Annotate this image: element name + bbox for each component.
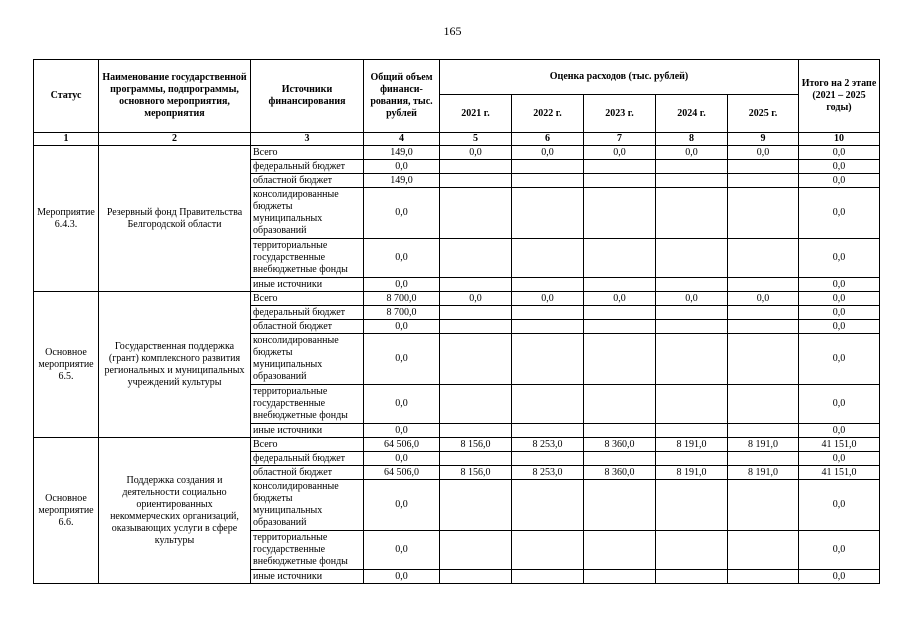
year-value-cell bbox=[440, 385, 512, 424]
year-value-cell bbox=[728, 452, 799, 466]
year-value-cell bbox=[512, 452, 584, 466]
year-value-cell bbox=[512, 278, 584, 292]
year-value-cell: 8 253,0 bbox=[512, 466, 584, 480]
year-value-cell bbox=[440, 188, 512, 239]
year-value-cell bbox=[584, 278, 656, 292]
year-value-cell: 8 360,0 bbox=[584, 438, 656, 452]
year-value-cell: 0,0 bbox=[512, 146, 584, 160]
year-value-cell bbox=[584, 334, 656, 385]
source-cell: территориальные государственные внебюджетные фонды bbox=[251, 531, 364, 570]
year-value-cell: 8 253,0 bbox=[512, 438, 584, 452]
source-cell: иные источники bbox=[251, 570, 364, 584]
year-value-cell bbox=[584, 160, 656, 174]
final-total-cell: 0,0 bbox=[799, 146, 880, 160]
year-value-cell bbox=[728, 424, 799, 438]
header-year: 2021 г. bbox=[440, 95, 512, 133]
measure-name-cell: Государственная поддержка (грант) комплексного развития региональных и муниципальных учреждений культуры bbox=[99, 292, 251, 438]
column-number: 8 bbox=[656, 133, 728, 146]
column-number: 3 bbox=[251, 133, 364, 146]
budget-body bbox=[34, 146, 880, 584]
year-value-cell bbox=[656, 424, 728, 438]
year-value-cell bbox=[584, 306, 656, 320]
year-value-cell bbox=[512, 306, 584, 320]
year-value-cell bbox=[584, 570, 656, 584]
year-value-cell bbox=[656, 334, 728, 385]
year-value-cell bbox=[584, 188, 656, 239]
final-total-cell: 0,0 bbox=[799, 570, 880, 584]
year-value-cell bbox=[440, 570, 512, 584]
year-value-cell bbox=[440, 452, 512, 466]
measure-name-cell: Поддержка создания и деятельности социально ориентированных некоммерческих организаций, оказывающих услуги в сфере культуры bbox=[99, 438, 251, 584]
header-status: Статус bbox=[34, 60, 99, 133]
year-value-cell bbox=[728, 334, 799, 385]
year-value-cell bbox=[656, 531, 728, 570]
year-value-cell: 8 156,0 bbox=[440, 466, 512, 480]
source-cell: территориальные государственные внебюджетные фонды bbox=[251, 239, 364, 278]
year-value-cell bbox=[584, 385, 656, 424]
total-cell: 0,0 bbox=[364, 278, 440, 292]
final-total-cell: 41 151,0 bbox=[799, 466, 880, 480]
source-cell: Всего bbox=[251, 292, 364, 306]
final-total-cell: 0,0 bbox=[799, 160, 880, 174]
source-cell: консолидированные бюджеты муниципальных образований bbox=[251, 480, 364, 531]
year-value-cell: 0,0 bbox=[584, 146, 656, 160]
year-value-cell bbox=[656, 320, 728, 334]
year-value-cell bbox=[512, 334, 584, 385]
header-year: 2023 г. bbox=[584, 95, 656, 133]
final-total-cell: 0,0 bbox=[799, 174, 880, 188]
year-value-cell: 8 156,0 bbox=[440, 438, 512, 452]
year-value-cell bbox=[440, 480, 512, 531]
year-value-cell: 0,0 bbox=[440, 292, 512, 306]
header-name: Наименование государственной программы, подпрограммы, основного мероприятия, мероприятия bbox=[99, 60, 251, 133]
final-total-cell: 0,0 bbox=[799, 452, 880, 466]
total-cell: 0,0 bbox=[364, 424, 440, 438]
source-cell: консолидированные бюджеты муниципальных образований bbox=[251, 334, 364, 385]
table-row bbox=[34, 146, 880, 160]
year-value-cell bbox=[512, 188, 584, 239]
table-row bbox=[34, 438, 880, 452]
header-estimate: Оценка расходов (тыс. рублей) bbox=[440, 60, 799, 95]
year-value-cell bbox=[440, 278, 512, 292]
total-cell: 8 700,0 bbox=[364, 306, 440, 320]
column-number: 6 bbox=[512, 133, 584, 146]
year-value-cell bbox=[512, 174, 584, 188]
final-total-cell: 0,0 bbox=[799, 424, 880, 438]
source-cell: территориальные государственные внебюджетные фонды bbox=[251, 385, 364, 424]
total-cell: 0,0 bbox=[364, 320, 440, 334]
year-value-cell bbox=[728, 570, 799, 584]
total-cell: 0,0 bbox=[364, 334, 440, 385]
total-cell: 64 506,0 bbox=[364, 438, 440, 452]
total-cell: 0,0 bbox=[364, 480, 440, 531]
year-value-cell bbox=[656, 160, 728, 174]
year-value-cell bbox=[728, 480, 799, 531]
year-value-cell bbox=[512, 531, 584, 570]
year-value-cell bbox=[584, 320, 656, 334]
column-number: 2 bbox=[99, 133, 251, 146]
header-year: 2025 г. bbox=[728, 95, 799, 133]
year-value-cell bbox=[728, 306, 799, 320]
year-value-cell bbox=[728, 239, 799, 278]
year-value-cell: 0,0 bbox=[728, 292, 799, 306]
year-value-cell bbox=[728, 385, 799, 424]
total-cell: 0,0 bbox=[364, 385, 440, 424]
year-value-cell bbox=[440, 424, 512, 438]
total-cell: 8 700,0 bbox=[364, 292, 440, 306]
year-value-cell bbox=[512, 160, 584, 174]
year-value-cell bbox=[512, 320, 584, 334]
year-value-cell: 0,0 bbox=[728, 146, 799, 160]
total-cell: 64 506,0 bbox=[364, 466, 440, 480]
final-total-cell: 0,0 bbox=[799, 334, 880, 385]
year-value-cell: 0,0 bbox=[584, 292, 656, 306]
source-cell: иные источники bbox=[251, 424, 364, 438]
source-cell: иные источники bbox=[251, 278, 364, 292]
year-value-cell bbox=[656, 188, 728, 239]
header-year: 2022 г. bbox=[512, 95, 584, 133]
year-value-cell bbox=[512, 424, 584, 438]
measure-name-cell: Резервный фонд Правительства Белгородской области bbox=[99, 146, 251, 292]
source-cell: федеральный бюджет bbox=[251, 160, 364, 174]
year-value-cell bbox=[584, 452, 656, 466]
year-value-cell bbox=[584, 531, 656, 570]
year-value-cell bbox=[728, 531, 799, 570]
year-value-cell bbox=[656, 480, 728, 531]
year-value-cell bbox=[440, 531, 512, 570]
year-value-cell bbox=[584, 239, 656, 278]
total-cell: 0,0 bbox=[364, 188, 440, 239]
year-value-cell bbox=[728, 278, 799, 292]
year-value-cell bbox=[440, 239, 512, 278]
header-sources: Источники финансирования bbox=[251, 60, 364, 133]
final-total-cell: 0,0 bbox=[799, 292, 880, 306]
column-number: 1 bbox=[34, 133, 99, 146]
final-total-cell: 0,0 bbox=[799, 188, 880, 239]
column-number: 10 bbox=[799, 133, 880, 146]
final-total-cell: 0,0 bbox=[799, 320, 880, 334]
column-number: 4 bbox=[364, 133, 440, 146]
source-cell: областной бюджет bbox=[251, 320, 364, 334]
year-value-cell: 0,0 bbox=[656, 146, 728, 160]
year-value-cell bbox=[728, 160, 799, 174]
year-value-cell: 8 191,0 bbox=[728, 438, 799, 452]
source-cell: Всего bbox=[251, 146, 364, 160]
year-value-cell bbox=[584, 424, 656, 438]
total-cell: 149,0 bbox=[364, 146, 440, 160]
year-value-cell bbox=[512, 480, 584, 531]
total-cell: 149,0 bbox=[364, 174, 440, 188]
year-value-cell bbox=[728, 320, 799, 334]
year-value-cell: 0,0 bbox=[440, 146, 512, 160]
year-value-cell: 8 191,0 bbox=[656, 466, 728, 480]
year-value-cell bbox=[656, 174, 728, 188]
year-value-cell: 8 191,0 bbox=[728, 466, 799, 480]
header-total: Общий объем финанси-рования, тыс. рублей bbox=[364, 60, 440, 133]
final-total-cell: 0,0 bbox=[799, 480, 880, 531]
year-value-cell bbox=[656, 239, 728, 278]
header-year: 2024 г. bbox=[656, 95, 728, 133]
final-total-cell: 0,0 bbox=[799, 278, 880, 292]
year-value-cell bbox=[440, 334, 512, 385]
total-cell: 0,0 bbox=[364, 570, 440, 584]
header-final: Итого на 2 этапе (2021 – 2025 годы) bbox=[799, 60, 880, 133]
source-cell: Всего bbox=[251, 438, 364, 452]
status-cell: Основное мероприятие 6.5. bbox=[34, 292, 99, 438]
year-value-cell: 0,0 bbox=[656, 292, 728, 306]
final-total-cell: 0,0 bbox=[799, 239, 880, 278]
year-value-cell bbox=[656, 452, 728, 466]
year-value-cell bbox=[728, 174, 799, 188]
year-value-cell bbox=[512, 570, 584, 584]
column-number: 5 bbox=[440, 133, 512, 146]
year-value-cell bbox=[440, 306, 512, 320]
year-value-cell bbox=[512, 239, 584, 278]
page-number: 165 bbox=[443, 24, 462, 38]
table-row bbox=[34, 292, 880, 306]
year-value-cell bbox=[656, 278, 728, 292]
year-value-cell: 0,0 bbox=[512, 292, 584, 306]
column-number: 7 bbox=[584, 133, 656, 146]
year-value-cell bbox=[440, 320, 512, 334]
total-cell: 0,0 bbox=[364, 160, 440, 174]
total-cell: 0,0 bbox=[364, 531, 440, 570]
source-cell: областной бюджет bbox=[251, 466, 364, 480]
source-cell: федеральный бюджет bbox=[251, 306, 364, 320]
year-value-cell bbox=[656, 306, 728, 320]
source-cell: областной бюджет bbox=[251, 174, 364, 188]
final-total-cell: 41 151,0 bbox=[799, 438, 880, 452]
year-value-cell: 8 360,0 bbox=[584, 466, 656, 480]
year-value-cell bbox=[656, 385, 728, 424]
year-value-cell bbox=[440, 174, 512, 188]
year-value-cell bbox=[584, 480, 656, 531]
year-value-cell bbox=[584, 174, 656, 188]
status-cell: Основное мероприятие 6.6. bbox=[34, 438, 99, 584]
year-value-cell bbox=[728, 188, 799, 239]
final-total-cell: 0,0 bbox=[799, 385, 880, 424]
budget-table bbox=[33, 59, 880, 584]
total-cell: 0,0 bbox=[364, 452, 440, 466]
year-value-cell bbox=[512, 385, 584, 424]
column-number: 9 bbox=[728, 133, 799, 146]
final-total-cell: 0,0 bbox=[799, 306, 880, 320]
status-cell: Мероприятие 6.4.3. bbox=[34, 146, 99, 292]
total-cell: 0,0 bbox=[364, 239, 440, 278]
year-value-cell bbox=[440, 160, 512, 174]
source-cell: консолидированные бюджеты муниципальных образований bbox=[251, 188, 364, 239]
final-total-cell: 0,0 bbox=[799, 531, 880, 570]
year-value-cell: 8 191,0 bbox=[656, 438, 728, 452]
year-value-cell bbox=[656, 570, 728, 584]
source-cell: федеральный бюджет bbox=[251, 452, 364, 466]
